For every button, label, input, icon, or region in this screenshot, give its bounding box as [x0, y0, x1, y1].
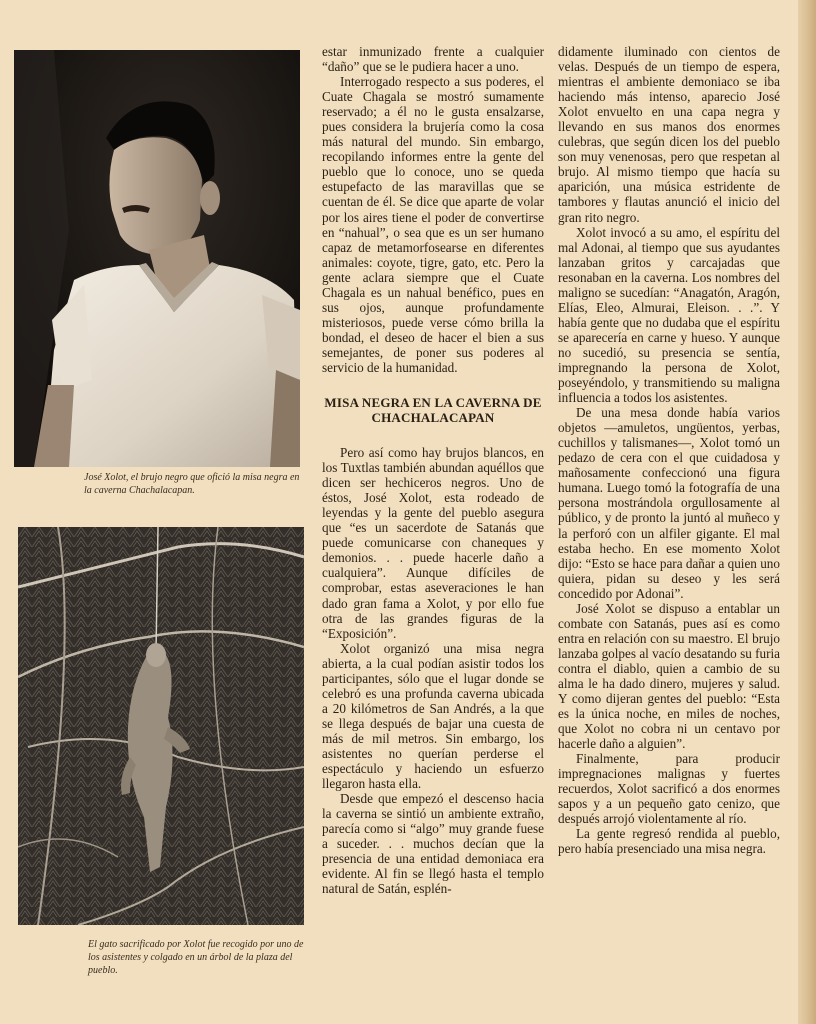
- article-column-3: [558, 44, 780, 857]
- col2-paragraph-4: Xolot organizó una misa negra abierta, a la cual podían asistir todos los participantes, sólo que el lugar donde se celebró es una profunda caverna ubicada a 20 kilómetros de San Andrés, a la que se llega después de bajar una cuesta de más de mil metros. Sin embargo, los asistentes no querían perderse el espectáculo y haciendo un esfuerzo llegaron hasta ella.: [322, 640, 544, 792]
- portrait-image: [14, 50, 300, 467]
- tree-cat-image: [18, 527, 304, 925]
- col2-paragraph-5: Desde que empezó el descenso hacia la caverna se sintió un ambiente extraño, parecía como si “algo” muy grande fuese a suceder. . . muchos decían que la presencia de una entidad demoniaca era evidente. Al fin se llegó hasta el templo natural de Satán, esplén-: [322, 791, 544, 897]
- col3-paragraph-5: Finalmente, para producir impregnaciones malignas y fuertes recuerdos, Xolot sacrificó a dos enormes sapos y a un pequeño gato cenizo, que después arrojó violentamente al río.: [558, 751, 780, 827]
- article-column-2: [322, 44, 544, 896]
- caption-bottom-photo: El gato sacrificado por Xolot fue recogido por uno de los asistentes y colgado en un árbol de la plaza del pueblo.: [88, 939, 304, 976]
- col3-paragraph-6: La gente regresó rendida al pueblo, pero había presenciado una misa negra.: [558, 826, 780, 857]
- caption-top-photo: José Xolot, el brujo negro que ofició la misa negra en la caverna Chachalacapan.: [84, 472, 300, 496]
- col2-paragraph-1: estar inmunizado frente a cualquier “daño” que se le pudiera hacer a uno.: [322, 44, 544, 75]
- section-heading: MISA NEGRA EN LA CAVERNA DE CHACHALACAPAN: [324, 395, 542, 426]
- col3-paragraph-4: José Xolot se dispuso a entablar un combate con Satanás, pues así es como entra en relación con su maestro. El brujo lanzaba golpes al vacío desatando su furia contra el diablo, quien a cambio de su alma le ha dado dinero, mujeres y salud. Y como dijeran gentes del pueblo: “Esta es la única noche, en miles de noches, que Xolot no cobra ni un centavo por hacerle daño a alguien”.: [558, 600, 780, 752]
- col3-paragraph-3: De una mesa donde había varios objetos —amuletos, ungüentos, yerbas, cuchillos y talismanes—, Xolot tomó un pedazo de cera con el que cuidadosa y mañosamente confeccionó una figura humana. Luego tomó la fotografía de una persona mostrándola orgullosamente al público, y de pronto la juntó al muñeco y la perforó con un alfiler gigante. El mal estaba hecho. En ese momento Xolot dijo: “Esto se hace para dañar a quien uno quiera, pidan su deseo y les será concedido por Adonai”.: [558, 405, 780, 601]
- col2-paragraph-2: Interrogado respecto a sus poderes, el Cuate Chagala se mostró sumamente reservado; a él no le gusta ensalzarse, pues considera la brujería como la cosa más natural del mundo. Sin embargo, recopilando informes entre la gente del pueblo que lo conoce, uno se queda estupefacto de las maravillas que se cuentan de él. Se dice que aparte de volar por los aires tiene el poder de convertirse en “nahual”, o sea que es un ser humano capaz de metamorfosearse en diferentes animales: coyote, tigre, gato, etc. Pero la gente aclara siempre que el Cuate Chagala es un nahual benéfico, pues en sus ojos, aunque profundamente misteriosos, puede verse cómo brilla la bondad, el deseo de hacer el bien a sus semejantes, de poner sus poderes al servicio de la humanidad.: [322, 74, 544, 375]
- col2-paragraph-3: Pero así como hay brujos blancos, en los Tuxtlas también abundan aquéllos que dicen ser hechiceros negros. Uno de éstos, José Xolot, esta rodeado de leyendas y la gente del pueblo asegura que “es un sacerdote de Satanás que puede comunicarse con chaneques y demonios. . . puede hacerle daño a cualquiera”. Aunque difíciles de comprobar, estas aseveraciones le han dado gran fama a Xolot, y por ello fue otra de las grandes figuras de la “Exposición”.: [322, 445, 544, 641]
- page-edge: [798, 0, 816, 1024]
- photo-hanging-cat: [18, 527, 304, 925]
- col3-paragraph-1: didamente iluminado con cientos de velas. Después de un tiempo de espera, mientras el ambiente demoniaco se iba haciendo más intenso, aparecio José Xolot envuelto en una capa negra y llevando en sus manos dos enormes culebras, que según dicen los del pueblo son muy venenosas, pero que respetan al brujo. Al mismo tiempo que hacía su aparición, una música estridente de tambores y flautas anunció el inicio del gran rito negro.: [558, 44, 780, 225]
- col3-paragraph-2: Xolot invocó a su amo, el espíritu del mal Adonai, al tiempo que sus ayudantes lanzaban gritos y carcajadas que resonaban en la caverna. Los nombres del maligno se sucedían: “Anagatón, Aragón, Elías, Eleo, Almurai, Eleison. . .”. Y había gente que no dudaba que el espíritu se aparecería en carne y hueso. Y aunque no sucedió, su presencia se sentía, impregnando la persona de Xolot, poseyéndolo, y transmitiendo su maligna influencia a todos los asistentes.: [558, 224, 780, 406]
- photo-jose-xolot: [14, 50, 300, 467]
